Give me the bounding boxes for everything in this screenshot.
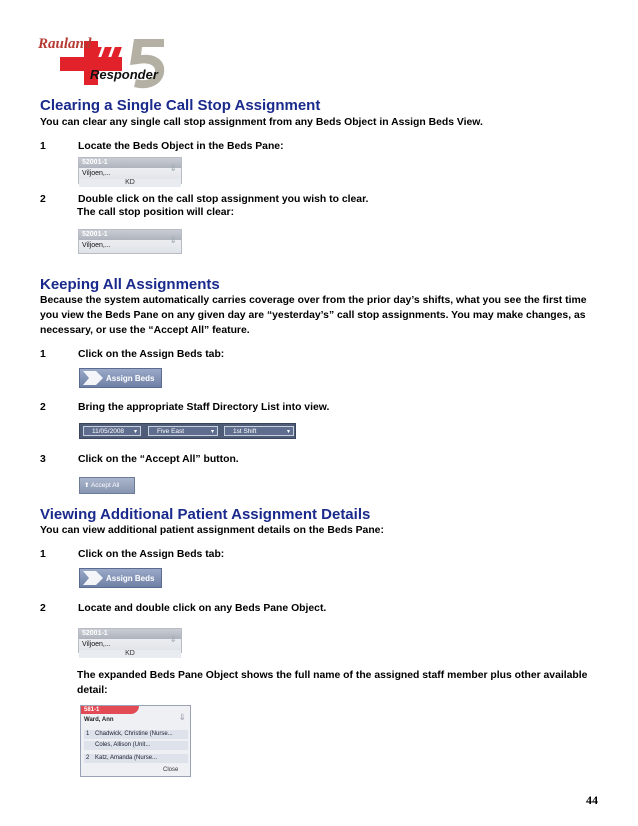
bed-kd-label: KD [79,650,181,658]
step-text: Bring the appropriate Staff Directory List into view. [78,402,330,413]
bed-kd-label: KD [79,179,181,187]
bed-staff-name: Viljoen,... [82,641,111,648]
assign-beds-tab[interactable] [79,568,162,588]
arrow-right-icon [82,370,104,386]
step-click-assign-beds [40,349,224,360]
pin-icon: ⇓ [169,235,177,245]
step-number: 2 [40,402,46,413]
unit-value: Five East [157,428,185,435]
section-heading-viewing: Viewing Additional Patient Assignment Details [40,506,371,523]
date-dropdown[interactable] [83,426,141,436]
accept-all-button[interactable] [79,477,135,494]
expanded-beds-pane-object[interactable] [80,705,191,777]
staff-directory-filter-bar [79,423,296,439]
expanded-object-note: The expanded Beds Pane Object shows the full name of the assigned staff member plus other available detail: [77,670,588,696]
step-number: 2 [40,194,46,205]
upload-arrow-icon: ⬆ [84,482,90,489]
section-intro-keeping: Because the system automatically carries coverage over from the prior day’s shifts, what you see the first time you view the Beds Pane on any given day are “yesterday’s” call stop assignments. You may make changes, as necessary, or use the “Accept All” feature. [40,295,587,336]
step-double-click-assignment [40,194,368,205]
assign-beds-tab-label: Assign Beds [106,574,155,583]
staff-assignment-row: 1 Chadwick, Christine (Nurse... [84,730,188,739]
bed-staff-name: Viljoen,... [82,242,111,249]
bed-id: 581-1 [81,706,139,714]
unit-dropdown[interactable] [148,426,218,436]
step-text: Locate the Beds Object in the Beds Pane: [78,141,284,152]
section-intro-viewing: You can view additional patient assignment details on the Beds Pane: [40,525,384,536]
arrow-right-icon [82,570,104,586]
pin-icon: ⇓ [178,712,186,722]
pin-icon: ⇓ [169,634,177,644]
section-heading-clearing: Clearing a Single Call Stop Assignment [40,97,321,114]
beds-pane-object[interactable] [78,628,182,657]
beds-object[interactable] [78,157,182,184]
assign-beds-tab[interactable] [79,368,162,388]
step-text: Locate and double click on any Beds Pane Object. [78,603,327,614]
step-text: Double click on the call stop assignment you wish to clear. [78,194,369,205]
step-number: 2 [40,603,46,614]
rauland-responder-logo [38,33,168,93]
logo-product: Responder [90,67,158,82]
step-locate-beds-object [40,141,284,152]
step-locate-double-click-object [40,603,326,614]
assign-beds-tab-label: Assign Beds [106,374,155,383]
bed-staff-name: Viljoen,... [82,170,111,177]
beds-object-cleared[interactable] [78,229,182,254]
chevron-down-icon: ▾ [210,429,214,435]
chevron-down-icon: ▾ [286,429,290,435]
step-click-assign-beds-2 [40,549,224,560]
step-text: Click on the Assign Beds tab: [78,349,225,360]
step-subtext: The call stop position will clear: [77,207,235,218]
pin-icon: ⇓ [169,163,177,173]
step-bring-staff-list [40,402,329,413]
bed-id: 52001-1 [79,158,181,168]
shift-value: 1st Shift [233,428,257,435]
chevron-down-icon: ▾ [133,429,137,435]
date-value: 11/05/2008 [92,428,125,435]
close-link[interactable]: Close [163,767,179,773]
step-number: 1 [40,141,46,152]
accept-all-label: Accept All [90,482,120,489]
section-heading-keeping: Keeping All Assignments [40,276,220,293]
bed-id: 52001-1 [79,230,181,240]
patient-name: Ward, Ann [84,717,114,723]
step-text: Click on the “Accept All” button. [78,454,239,465]
step-number: 1 [40,549,46,560]
staff-assignment-row: Coles, Allison (Unit... [84,741,188,750]
page-number: 44 [586,793,598,807]
shift-dropdown[interactable] [224,426,294,436]
staff-assignment-row: 2 Katz, Amanda (Nurse... [84,754,188,763]
step-number: 3 [40,454,46,465]
logo-brand: Rauland [38,36,92,52]
section-intro-clearing: You can clear any single call stop assignment from any Beds Object in Assign Beds View. [40,117,483,128]
bed-id: 52001-1 [79,629,181,639]
step-number: 1 [40,349,46,360]
step-click-accept-all [40,454,239,465]
step-text: Click on the Assign Beds tab: [78,549,225,560]
